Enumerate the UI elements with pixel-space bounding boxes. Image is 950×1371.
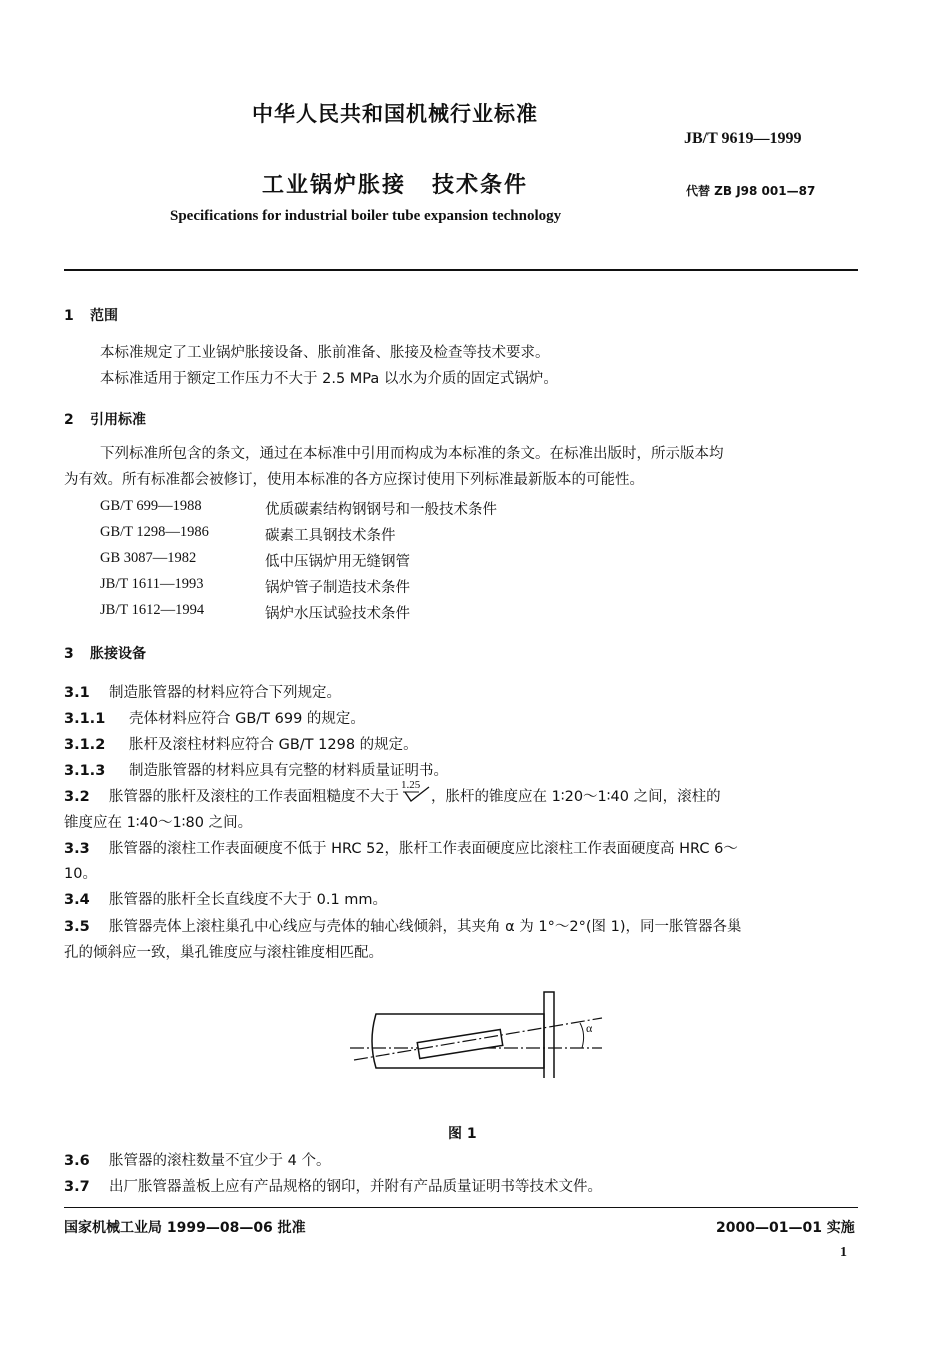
ref-title: 优质碳素结构钢钢号和一般技术条件 [265,502,497,518]
clause-3-1-1 [64,707,365,728]
roughness-value: 1.25 [401,779,421,791]
clause-number: 3.6 [64,1153,90,1169]
page-number: 1 [840,1245,847,1260]
clause-number: 3.3 [64,841,90,857]
replaces-standard: 代替 ZB J98 001—87 [686,184,816,198]
section-1-para-2: 本标准适用于额定工作压力不大于 2.5 MPa 以水为介质的固定式锅炉。 [100,371,558,387]
ref-title: 低中压锅炉用无缝钢管 [265,554,410,570]
angle-arc [580,1023,584,1048]
clause-text: 壳体材料应符合 GB/T 699 的规定。 [129,711,365,727]
clause-3-2-line-2: 锥度应在 1∶40～1∶80 之间。 [64,815,253,831]
section-number: 1 [64,308,74,324]
clause-text: 制造胀管器的材料应符合下列规定。 [109,685,341,701]
clause-text: 胀管器壳体上滚柱巢孔中心线应与壳体的轴心线倾斜，其夹角 α 为 1°～2°(图 1)，同一胀管器各巢 [109,919,742,935]
section-number: 3 [64,646,74,662]
figure-caption: 图 1 [448,1126,477,1142]
clause-text: 出厂胀管器盖板上应有产品规格的钢印，并附有产品质量证明书等技术文件。 [109,1179,602,1195]
clause-3-1-3 [64,759,448,780]
clause-text-cont: ，胀杆的锥度应在 1∶20～1∶40 之间，滚柱的 [431,789,721,805]
section-1-para-1: 本标准规定了工业锅炉胀接设备、胀前准备、胀接及检查等技术要求。 [100,345,550,361]
ref-title: 锅炉水压试验技术条件 [265,606,410,622]
ref-code: JB/T 1612—1994 [100,602,205,618]
clause-text: 胀管器的滚柱工作表面硬度不低于 HRC 52，胀杆工作表面硬度应比滚柱工作表面硬度高 HRC 6～ [109,841,738,857]
section-3-heading [64,643,146,663]
title-part-2: 技术条件 [432,173,529,198]
section-2-para-line-2: 为有效。所有标准都会被修订，使用本标准的各方应探讨使用下列标准最新版本的可能性。 [64,472,644,488]
issuing-standard-header: 中华人民共和国机械行业标准 [252,102,538,126]
roughness-symbol [399,779,431,803]
clause-number: 3.1 [64,685,90,701]
clause-text: 胀管器的胀杆及滚柱的工作表面粗糙度不大于 [109,789,399,805]
figure-1-tube-expander-diagram [340,988,620,1078]
clause-number: 3.1.1 [64,711,106,727]
ref-code: GB/T 1298—1986 [100,524,209,540]
clause-text: 胀杆及滚柱材料应符合 GB/T 1298 的规定。 [129,737,418,753]
roller-seat [417,1030,502,1059]
roller-body [417,1030,502,1059]
clause-3-7 [64,1175,602,1196]
clause-3-1-2 [64,733,418,754]
alpha-label: α [586,1021,593,1035]
ref-code: GB/T 699—1988 [100,498,202,514]
section-title: 引用标准 [90,412,146,428]
clause-text: 胀管器的滚柱数量不宜少于 4 个。 [109,1153,331,1169]
english-title: Specifications for industrial boiler tube expansion technology [170,208,562,224]
clause-number: 3.7 [64,1179,90,1195]
clause-3-5 [64,915,741,936]
ref-code: GB 3087—1982 [100,550,197,566]
section-title: 胀接设备 [90,646,146,662]
approval-note: 国家机械工业局 1999—08—06 批准 [64,1220,306,1236]
clause-number: 3.1.2 [64,737,106,753]
clause-3-4 [64,888,387,909]
header-rule [64,269,858,271]
section-2-heading [64,409,146,429]
clause-3-2 [64,779,721,806]
clause-3-3 [64,837,738,858]
ref-title: 碳素工具钢技术条件 [265,528,396,544]
clause-text: 胀管器的胀杆全长直线度不大于 0.1 mm。 [109,892,388,908]
clause-3-3-line-2: 10。 [64,866,97,882]
ref-title: 锅炉管子制造技术条件 [265,580,410,596]
clause-3-1 [64,681,341,702]
footer-rule [64,1207,858,1208]
clause-number: 3.4 [64,892,90,908]
roughness-check-icon [399,785,431,805]
clause-number: 3.5 [64,919,90,935]
standard-number: JB/T 9619—1999 [684,130,802,147]
document-title [262,168,528,199]
title-part-1: 工业锅炉胀接 [262,173,407,198]
clause-number: 3.1.3 [64,763,106,779]
clause-3-6 [64,1149,330,1170]
clause-text: 制造胀管器的材料应具有完整的材料质量证明书。 [129,763,448,779]
section-title: 范围 [90,308,118,324]
expander-flange [544,992,554,1078]
section-1-heading [64,305,118,325]
clause-3-5-line-2: 孔的倾斜应一致，巢孔锥度应与滚柱锥度相匹配。 [64,945,383,961]
ref-code: JB/T 1611—1993 [100,576,204,592]
clause-number: 3.2 [64,789,90,805]
section-number: 2 [64,412,74,428]
effective-date: 2000—01—01 实施 [716,1220,855,1236]
section-2-para-line-1: 下列标准所包含的条文，通过在本标准中引用而构成为本标准的条文。在标准出版时，所示版本均 [100,446,724,462]
